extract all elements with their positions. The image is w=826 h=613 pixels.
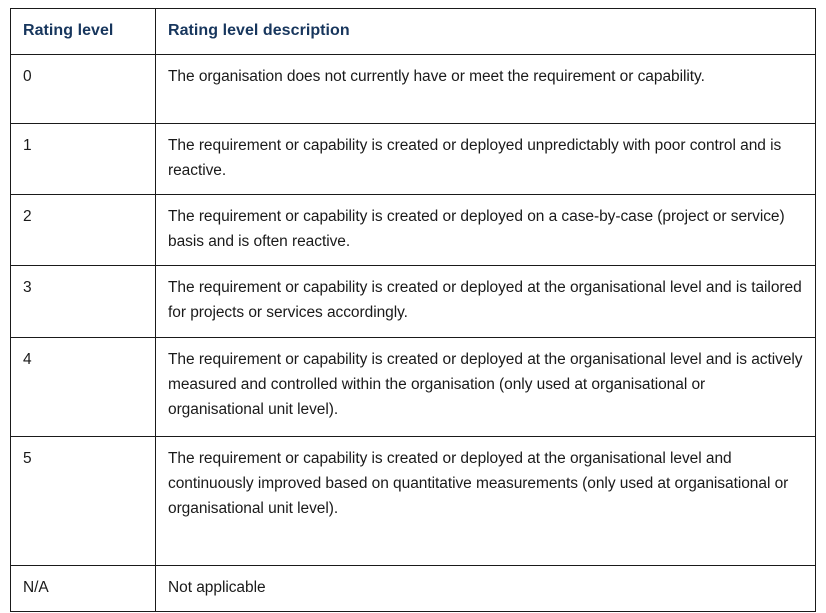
column-header-rating-level: Rating level (11, 9, 156, 55)
table-row (11, 195, 816, 266)
column-header-rating-level-description: Rating level description (156, 9, 816, 55)
table-header-row (11, 9, 816, 55)
table-row (11, 436, 816, 565)
cell-rating-level-description: The organisation does not currently have or meet the requirement or capability. (156, 54, 816, 123)
cell-rating-level: 1 (11, 123, 156, 194)
cell-rating-level-description: The requirement or capability is created or deployed at the organisational level and is tailored for projects or services accordingly. (156, 266, 816, 337)
cell-rating-level: 0 (11, 54, 156, 123)
table-row (11, 337, 816, 436)
rating-level-table (10, 8, 816, 612)
table-body (11, 54, 816, 611)
cell-rating-level-description: Not applicable (156, 565, 816, 611)
rating-level-table-container (10, 8, 815, 612)
table-row (11, 123, 816, 194)
cell-rating-level: N/A (11, 565, 156, 611)
cell-rating-level-description: The requirement or capability is created or deployed at the organisational level and continuously improved based on quantitative measurements (only used at organisational or organisational unit level). (156, 436, 816, 565)
cell-rating-level-description: The requirement or capability is created or deployed unpredictably with poor control and is reactive. (156, 123, 816, 194)
cell-rating-level-description: The requirement or capability is created or deployed on a case-by-case (project or service) basis and is often reactive. (156, 195, 816, 266)
table-row (11, 266, 816, 337)
cell-rating-level: 3 (11, 266, 156, 337)
cell-rating-level: 2 (11, 195, 156, 266)
cell-rating-level: 5 (11, 436, 156, 565)
table-row (11, 54, 816, 123)
cell-rating-level: 4 (11, 337, 156, 436)
table-header (11, 9, 816, 55)
table-row (11, 565, 816, 611)
cell-rating-level-description: The requirement or capability is created or deployed at the organisational level and is actively measured and controlled within the organisation (only used at organisational or organisational unit level). (156, 337, 816, 436)
